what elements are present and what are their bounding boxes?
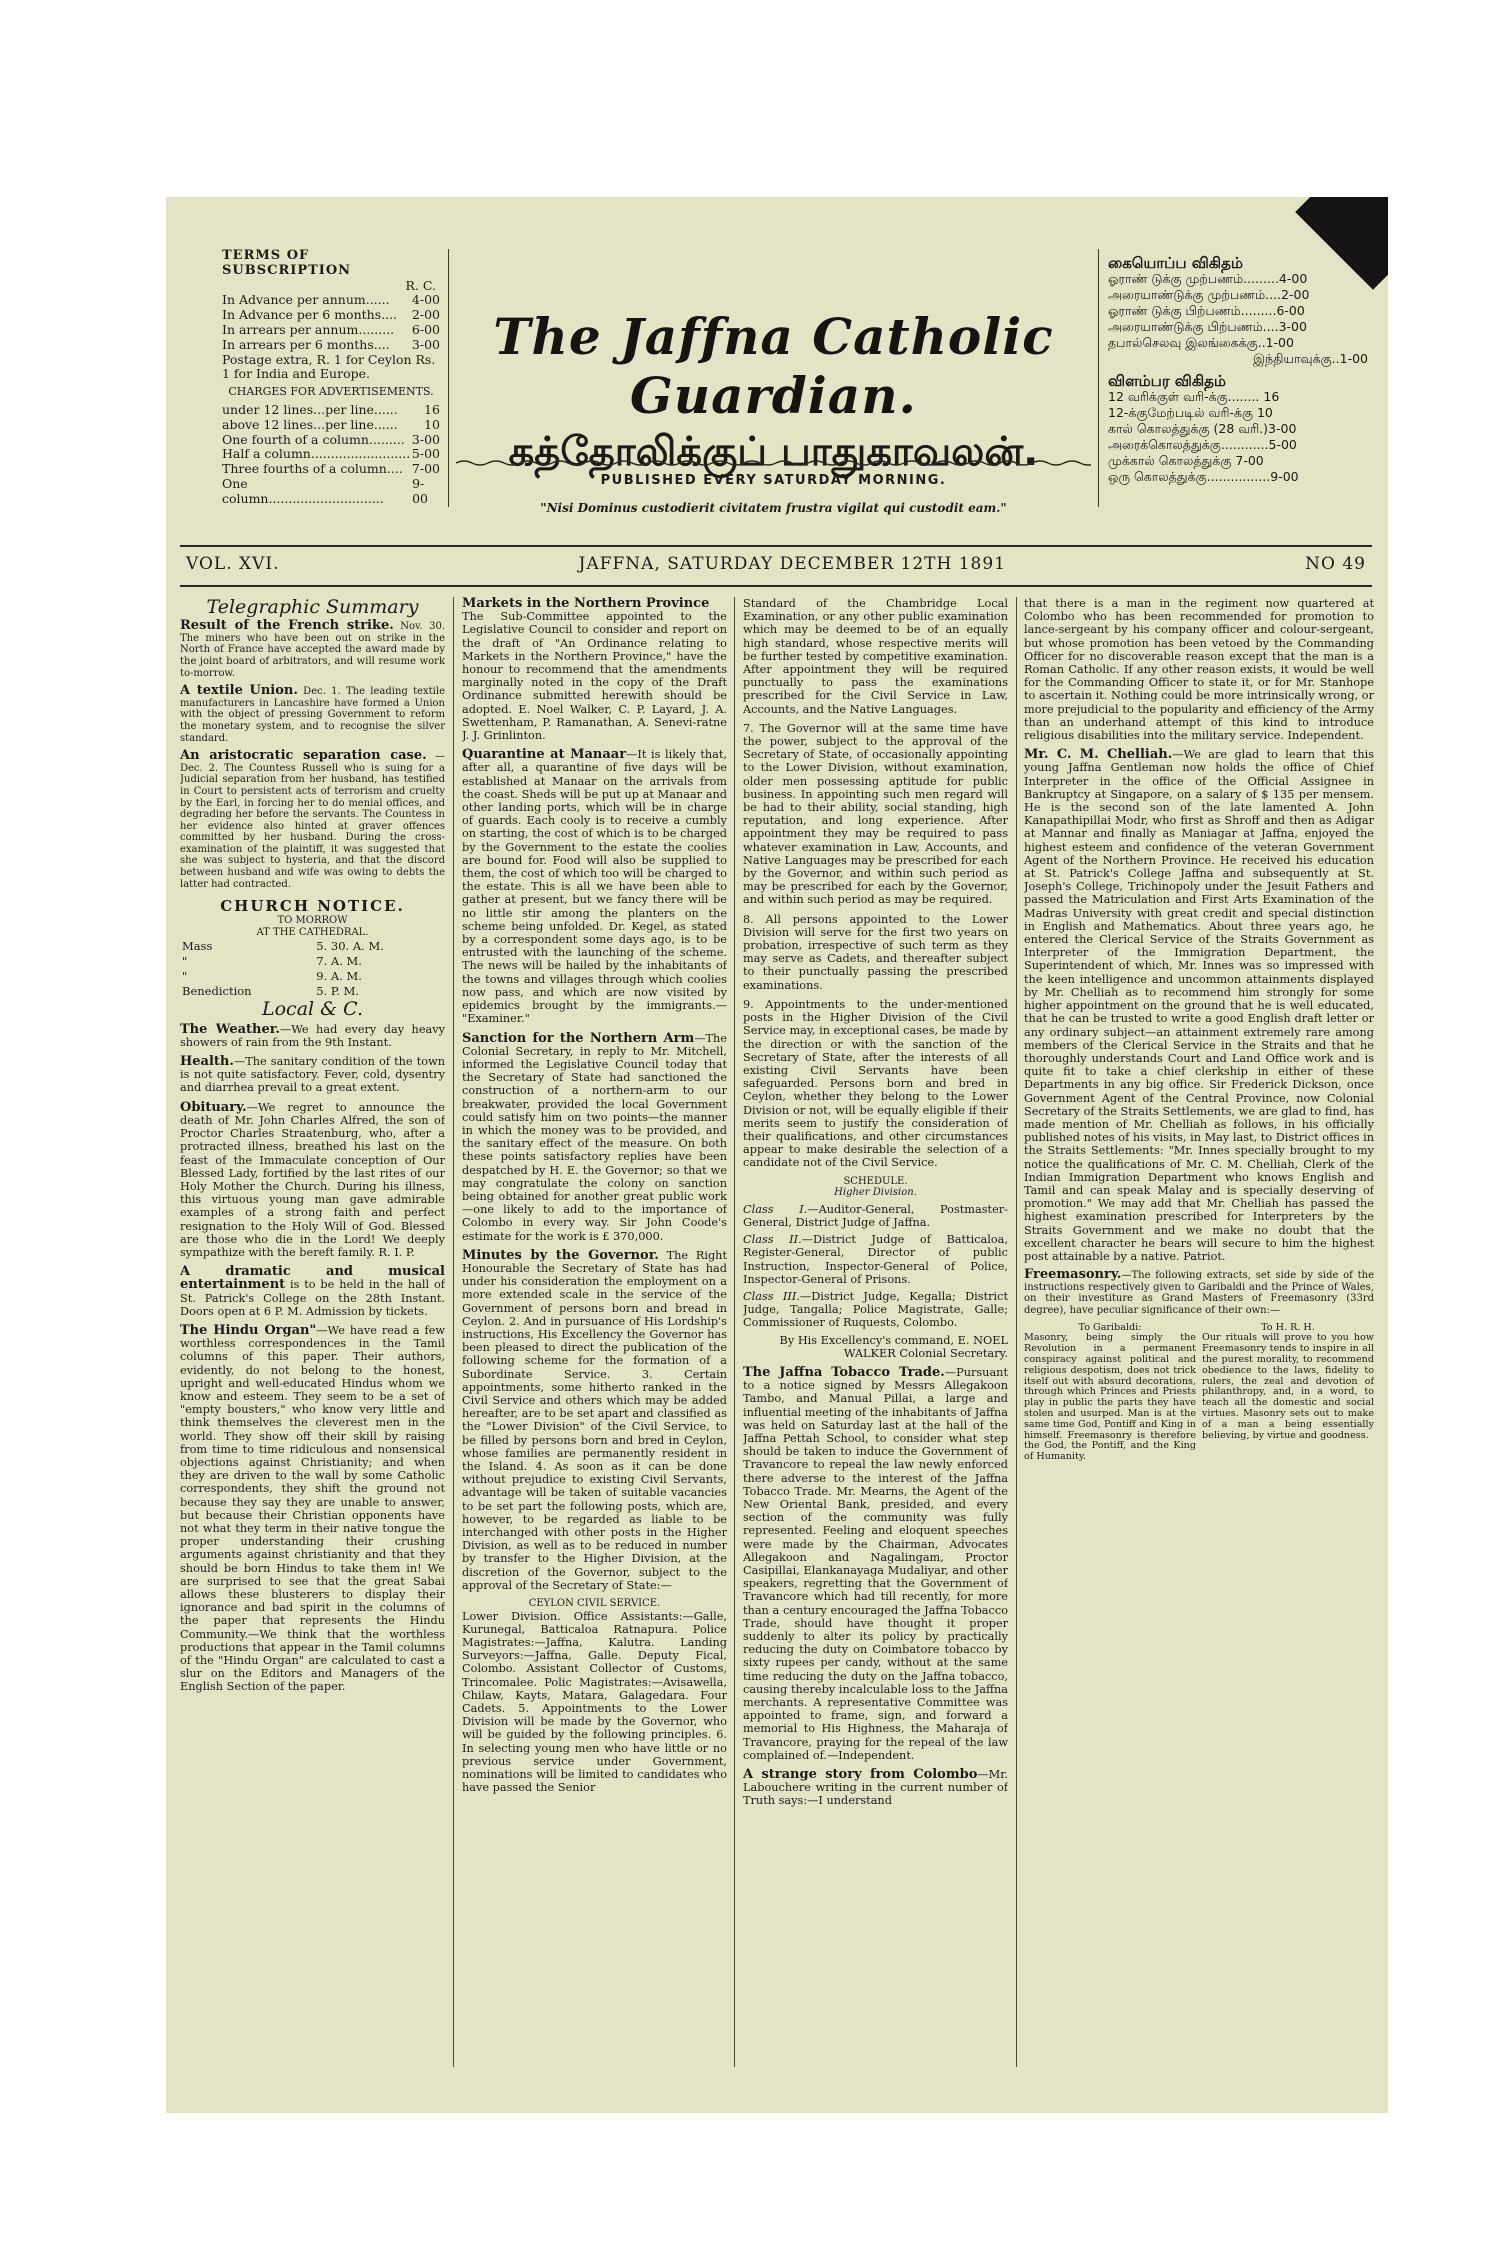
header-divider	[448, 249, 449, 507]
rate-row: In arrears per 6 months.... 3-00	[222, 336, 440, 352]
newspaper-page	[166, 197, 1388, 2113]
paragraph: 9. Appointments to the under-mentioned posts in the Higher Division of the Civil Service may, in exceptional cases, be made by the direction or with the sanction of the Secretary of State, after the interests of all existing Civil Servants have been safeguarded. Persons born and bred in Ceylon, whether they belong to the Lower Division or not, will be equally eligible if their merits seem to justify the consideration of their qualifications, and other circumstances appear to make desirable the selection of a candidate not of the Civil Service.	[743, 997, 1008, 1170]
tamil-ad-line: முக்கால் கொலத்துக்கு 7-00	[1108, 453, 1264, 468]
news-item: Health.—The sanitary condition of the town is not quite satisfactory. Fever, cold, dysentry and diarrhea prevail to a great extent.	[180, 1054, 445, 1095]
top-rule	[180, 545, 1372, 547]
news-item: Minutes by the Governor. The Right Honourable the Secretary of State has had under his consideration the employment on a more extended scale in the service of the Government of persons born and bread in Ceylon. 2. And in pursuance of His Lordship's instructions, His Excellency the Governor has been pleased to direct the publication of the following scheme for the formation of a Subordinate Service. 3. Certain appointments, some hitherto ranked in the Civil Service and others which may be added hereafter, are to be set apart and classified as the "Lower Division" of the Civil Service, to be filled by persons born and bred in Ceylon, whose families are permanently resident in the Island. 4. As soon as it can be done without prejudice to existing Civil Servants, advantage will be taken of suitable vacancies to be set part the following posts, which are, however, to be regarded as liable to be interchanged with other posts in the Higher Division, as well as to be reduced in number by transfer to the Higher Division, at the discretion of the Governor, subject to the approval of the Secretary of State:—	[462, 1247, 727, 1592]
column-1	[180, 597, 445, 2092]
volume-label: VOL. XVI.	[186, 554, 280, 574]
tamil-ad-line: அரைக்கொலத்துக்கு............5-00	[1108, 437, 1297, 452]
terms-heading: TERMS OF SUBSCRIPTION	[222, 248, 352, 278]
column-rule	[1016, 597, 1017, 2067]
freemasonry-comparison	[1024, 1323, 1374, 1463]
tamil-rate-line: அரையாண்டுக்கு முற்பணம்....2-00	[1108, 287, 1310, 302]
schedule-title: SCHEDULE.	[843, 1175, 908, 1187]
tamil-rate-line: ஓராண் டுக்கு பிற்பணம்.........6-00	[1108, 303, 1305, 318]
rate-row: In Advance per annum...... 4-00	[222, 292, 440, 308]
tamil-rate-line: தபால்செலவு இலங்கைக்கு..1-00	[1108, 335, 1294, 350]
comparison-left: To Garibaldi: Masonry, being simply the Revolution in a permanent conspiracy against political and religious despotism, does not trick itself out with absurd decorations, through which Princes and Priests play in public the parts they have stolen and usurped. Man is at the same time God, Pontiff and King in himself. Freemasonry is therefore the God, the Pontiff, and the King of Humanity.	[1024, 1321, 1196, 1463]
church-notice-sub: TO MORROW	[277, 915, 348, 927]
column-rule	[453, 597, 454, 2067]
charges-heading: CHARGES FOR ADVERTISEMENTS.	[228, 385, 434, 399]
section-title: Local & C.	[262, 998, 363, 1021]
news-item: The Hindu Organ"—We have read a few worthless correspondences in the Tamil columns of this paper. Their authors, evidently, do not belong to the honest, upright and well-educated Hindus whom we know and esteem. They seem to be a set of "empty bousters," who know very little and think themselves the cleverest men in the world. They show off their skill by raising from time to time ridiculous and nonsensical objections against Christianity; and when they are driven to the wall by some Catholic correspondents, they shift the ground not because they say they are unable to answer, but because their Christian opponents have not what they term in their native tongue the proper understanding their crushing arguments against christianity and that they should be born Hindus to take them in! We are surprised to see that the great Sabai allows these blusterers to display their ignorance and bad spirit in the columns of the paper that represents the Hindu Community.—We think that the worthless productions that appear in the Tamil columns of the "Hindu Organ" are calculated to cast a slur on the Editors and Managers of the English Section of the paper.	[180, 1322, 445, 1694]
column-3	[743, 597, 1008, 2092]
table-row: Benediction 5. P. M.	[182, 984, 360, 999]
title-tamil: கத்தோலிக்குப் பாதுகாவலன்.	[508, 429, 1039, 475]
tamil-ad-line: 12 வரிக்குள் வரி-க்கு........ 16	[1108, 389, 1280, 404]
tamil-subscription-box	[1108, 255, 1368, 485]
tamil-ad-line: ஒரு கொலத்துக்கு................9-00	[1108, 469, 1299, 484]
news-item: A dramatic and musical entertainment is to be held in the hall of St. Patrick's College on the 28th Instant. Doors open at 6 P. M. Admission by tickets.	[180, 1264, 445, 1318]
news-item: Obituary.—We regret to announce the death of Mr. John Charles Alfred, the son of Proctor Charles Straatenburg, who, after a protracted illness, breathed his last on the feast of the Immaculate conception of Our Blessed Lady, fortified by the last rites of our Holy Mother the Church. During his illness, this virtuous young man gave admirable examples of a strong faith and perfect resignation to the Holy Will of God. Blessed are those who die in the Lord! We deeply sympathize with the bereft family. R. I. P.	[180, 1099, 445, 1259]
comparison-right: To H. R. H. Our rituals will prove to you how Freemasonry tends to inspire in all the purest morality, to recommend obedience to the laws, fidelity to rulers, the zeal and devotion of philanthropy, and, in a word, to teach all the domestic and social virtues. Masonry sets out to make of a man a being essentially believing, by virtue and goodness.	[1202, 1321, 1374, 1441]
rate-row: In arrears per annum......... 6-00	[222, 321, 440, 337]
tamil-ads-heading: விளம்பர விகிதம்	[1108, 372, 1227, 390]
news-item: A textile Union. Dec. 1. The leading textile manufacturers in Lancashire have formed a Union with the object of pressing Government to reform the monetary system, and to recognise the silver standard.	[180, 683, 445, 744]
news-item: Mr. C. M. Chelliah.—We are glad to learn that this young Jaffna Gentleman now holds the office of Chief Interpreter in the office of the Official Assignee in Bankruptcy at Singapore, on a salary of $ 135 per mensem. He is the second son of the late lamented A. John Kanapathipillai Modr, who first as Shroff and then as Adigar at Mannar and finally as Maniagar at Jaffna, enjoyed the highest esteem and confidence of the veteran Government Agent of the Northern Province. He received his education at St. Patrick's College Jaffna and subsequently at St. Joseph's College, Trichinopoly under the Jesuit Fathers and passed the Matriculation and First Arts Examination of the Madras University with great credit and special distinction in English and Mathematics. About three years ago, he entered the Clerical Service of the Straits Government as Interpreter of the Immigration Department, the Superintendent of which, Mr. Innes was so impressed with the keen intelligence and uncommon attainments displayed by Mr. Chelliah as to recommend him strongly for some higher appointment on the ground that he is well educated, that he can be trusted to write a good English draft letter or any ordinary subject—an attainment extremely rare among members of the Clerical Service in the Straits and that he thoroughly understands Court and Land Office work and is quite fit to take a chief clerkship in either of these Departments in any big office. Sir Frederick Dickson, once Government Agent of the Central Province, now Colonial Secretary of the Straits Settlements, we are glad to find, has made mention of Mr. Chelliah as follows, in his officially published notes of his visits, in May last, to District offices in the Straits Settlements: "Mr. Innes specially brought to my notice the qualifications of Mr. C. M. Chelliah, Clerk of the Indian Immigration Department who knows English and Tamil and can speak Malay and is specially deserving of promotion." We may add that Mr. Chelliah has passed the highest examination prescribed for Interpreters by the Straits Government and we make no doubt that the excellent character he bears will secure to him the highest post attainable by a native. Patriot.	[1024, 747, 1374, 1263]
schedule-class: Class I.—Auditor-General, Postmaster-General, District Judge of Jaffna.	[743, 1202, 1008, 1229]
rate-row: In Advance per 6 months.... 2-00	[222, 307, 440, 323]
ornamental-rule	[456, 459, 1091, 467]
tamil-ad-line: கால் கொலத்துக்கு (28 வரி.)3-00	[1108, 421, 1297, 436]
news-item: Markets in the Northern Province The Sub-Committee appointed to the Legislative Council to consider and report on the draft of "An Ordinance relating to Markets in the Northern Province," have the honour to recommend that the amendments marginally noted in the copy of the Draft Ordinance submitted herewith should be adopted. E. Noel Walker, C. P. Layard, J. A. Swettenham, P. Ramanathan, A. Senevi-ratne J. J. Grinlinton.	[462, 597, 727, 743]
column-rule	[734, 597, 735, 2067]
schedule-class: Class III.—District Judge, Kegalla; District Judge, Tangalla; Police Magistrate, Galle; Commissioner of Ruquests, Colombo.	[743, 1289, 1008, 1330]
ad-row: above 12 lines...per line...... 10	[222, 416, 440, 432]
tamil-rate-line: ஓராண் டுக்கு முற்பணம்.........4-00	[1108, 271, 1308, 286]
news-item: Sanction for the Northern Arm—The Colonial Secretary, in reply to Mr. Mitchell, informed the Legislative Council today that the Secretary of State had sanctioned the construction of a northern-arm to our breakwater, provided the local Government could satisfy him on two points—the manner in which the money was to be provided, and the sanitary effect of the measure. On both these points satisfactory replies have been despatched by H. E. the Governor; so that we may congratulate the colony on sanction being obtained for another great public work—one likely to add to the importance of Colombo in every way. Sir John Coode's estimate for the work is £ 370,000.	[462, 1030, 727, 1243]
church-notice-title: CHURCH NOTICE.	[220, 897, 405, 916]
paragraph: 7. The Governor will at the same time have the power, subject to the approval of the Secretary of State, of occasionally appointing to the Lower Division, without examination, older men possessing aptitude for public business. In appointing such men regard will be had to their ability, social standing, high reputation, and long experience. After appointment they may be required to pass whatever examination in Law, Accounts, and Native Languages may be prescribed for each by the Governor, and within such period as may be prescribed for each by the Governor, and within such period as may be required.	[743, 721, 1008, 907]
terms-currency: R. C.	[405, 277, 436, 293]
tamil-subscription-heading: கையொப்ப விகிதம்	[1108, 254, 1243, 272]
tamil-ad-line: 12-க்குமேற்படில் வரி-க்கு 10	[1108, 405, 1273, 420]
schedule-subtitle: Higher Division.	[834, 1187, 917, 1199]
issue-date: JAFFNA, SATURDAY DECEMBER 12TH 1891	[578, 554, 1007, 574]
signoff: By His Excellency's command, E. NOEL WALKER Colonial Secretary.	[779, 1333, 1008, 1360]
ad-row: One fourth of a column......... 3-00	[222, 431, 440, 447]
title-english: The Jaffna Catholic Guardian.	[493, 307, 1054, 425]
news-item: Quarantine at Manaar—It is likely that, after all, a quarantine of five days will be established at Manaar on the arrivals from the coast. Sheds will be put up at Manaar and other landing ports, which will be in charge of guards. Each cooly is to receive a cumbly on starting, the cost of which is to be charged by the Government to the estate the coolies are bound for. Food will also be supplied to them, the cost of which too will be charged to the estate. This is all we have been able to gather at present, but we fancy there will be no little stir among the planters on the scheme being unfolded. Dr. Kegel, as stated by a correspondent some days ago, is to be entrusted with the launching of the scheme. The news will be hailed by the inhabitants of the towns and villages through which coolies now pass, and which are now visited by epidemics brought by the immigrants.— "Examiner."	[462, 747, 727, 1026]
motto: "Nisi Dominus custodierit civitatem frustra vigilat qui custodit eam."	[540, 501, 1007, 515]
paragraph: that there is a man in the regiment now quartered at Colombo who has been recommended for promotion to lance-sergeant by his company officer and colour-sergeant, but whose promotion has been vetoed by the Commanding Officer for no discoverable reason except that the man is a Roman Catholic. If any other reason exists, it would be well for the Commanding Officer to state it, or for Mr. Stanhope to ascertain it. Nothing could be more intrinsically wrong, or more prejudicial to the popularity and efficiency of the Army than an underhand attempt of this kind to introduce religious disabilities into the military service. Independent.	[1024, 597, 1374, 743]
postage-note: Postage extra, R. 1 for Ceylon Rs. 1 for India and Europe.	[222, 351, 436, 382]
ad-row: Three fourths of a column.... 7-00	[222, 461, 440, 477]
news-item: The Weather.—We had every day heavy showers of rain from the 9th Instant.	[180, 1021, 445, 1049]
table-row: " 9. A. M.	[182, 969, 362, 984]
tamil-rate-line: அரையாண்டுக்கு பிற்பணம்....3-00	[1108, 319, 1307, 334]
table-row: " 7. A. M.	[182, 953, 362, 968]
header-divider	[1098, 249, 1099, 507]
news-item: The Jaffna Tobacco Trade.—Pursuant to a notice signed by Messrs Allegakoon Tambo, and Manual Pillai, a large and influential meeting of the inhabitants of Jaffna was held on Saturday last at the hall of the Jaffna Pettah School, to consider what step should be taken to induce the Government of Travancore to repeal the law newly enforced there adverse to the interest of the Jaffna Tobacco Trade. Mr. Mearns, the Agent of the New Oriental Bank, presided, and every section of the community was fully represented. Feeling and eloquent speeches were made by the Chairman, Advocates Allegakoon and Nagalingam, Proctor Casipillai, Elankanayaga Mudaliyar, and other speakers, regretting that the Government of Travancore which had till recently, for more than a century encouraged the Jaffna Tobacco Trade, should have thought it proper suddenly to alter its policy by practically reducing the duty on Coimbatore tobacco by sixty rupees per candy, without at the same time reducing the duty on the Jaffna tobacco, causing thereby incalculable loss to the Jaffna merchants. A representative Committee was appointed to frame, sign, and forward a memorial to His Highness, the Maharaja of Travancore, praying for the repeal of the law complained of.—Independent.	[743, 1364, 1008, 1762]
news-item: A strange story from Colombo—Mr. Labouchere writing in the current number of Truth says:—I understand	[743, 1767, 1008, 1808]
bottom-rule	[180, 585, 1372, 587]
schedule-class: Class II.—District Judge of Batticaloa, Register-General, Director of public Instruction, Inspector-General of Police, Inspector-General of Prisons.	[743, 1233, 1008, 1286]
table-row: Mass 5. 30. A. M.	[182, 938, 384, 953]
mass-schedule	[180, 939, 445, 1000]
ad-row: under 12 lines...per line...... 16	[222, 401, 440, 417]
news-item: CEYLON CIVIL SERVICE. Lower Division. Office Assistants:—Galle, Kurunegal, Batticaloa Ratnapura. Police Magistrates:—Jaffna, Kalutra. Landing Surveyors:—Jaffna, Galle. Deputy Fical, Colombo. Assistant Collector of Customs, Trincomalee. Polic Magistrates:—Avisawella, Chilaw, Kayts, Matara, Galagedara. Four Cadets. 5. Appointments to the Lower Division will be made by the Governor, who will be guided by the following principles. 6. In selecting young men who have little or no previous service under Government, nominations will be limited to candidates who have passed the Senior	[462, 1598, 727, 1795]
news-item: An aristocratic separation case. — Dec. 2. The Countess Russell who is suing for a Judicial separation from her husband, has testified in Court to persistent acts of terrorism and cruelty by the Earl, in forcing her to do menial offices, and degrading her before the servants. The Countess in her evidence also hinted at graver offences committed by her husband. During the cross-examination of the plaintiff, it was suggested that she was subject to hysteria, and that the discord between husband and wife was owing to debts the latter had contracted.	[180, 748, 445, 890]
ad-row: One column............................. 9-00	[222, 475, 428, 506]
paragraph: 8. All persons appointed to the Lower Division will serve for the first two years on probation, irrespective of such term as they may serve as Cadets, and thereafter subject to their punctually passing the prescribed examinations.	[743, 912, 1008, 992]
paragraph: Standard of the Chambridge Local Examination, or any other public examination which may be deemed to be of an equally high standard, whose respective merits will be further tested by competitive examination. After appointment they will be required punctually to pass the examinations prescribed for the Civil Service in Law, Accounts, and the Native Languages.	[743, 597, 1008, 716]
subscription-terms	[222, 249, 440, 507]
dateline	[186, 554, 1366, 574]
church-place: AT THE CATHEDRAL.	[256, 927, 369, 939]
masthead	[456, 307, 1091, 480]
news-item: Freemasonry.—The following extracts, set side by side of the instructions respectively given to Garibaldi and the Prince of Wales, on their investiture as Grand Masters of Freemasonry (33rd degree), have peculiar significance of their own:—	[1024, 1267, 1374, 1316]
column-2	[462, 597, 727, 2092]
news-item: Result of the French strike. Nov. 30. The miners who have been out on strike in the North of France have accepted the award made by the joint board of arbitrators, and will resume work to-morrow.	[180, 618, 445, 679]
published-line: PUBLISHED EVERY SATURDAY MORNING.	[600, 473, 947, 488]
section-title: Telegraphic Summary	[206, 597, 419, 618]
column-4	[1024, 597, 1374, 2092]
issue-number: NO 49	[1305, 554, 1366, 574]
tamil-rate-line: இந்தியாவுக்கு..1-00	[1253, 351, 1368, 366]
ad-row: Half a column......................... 5-00	[222, 446, 440, 462]
